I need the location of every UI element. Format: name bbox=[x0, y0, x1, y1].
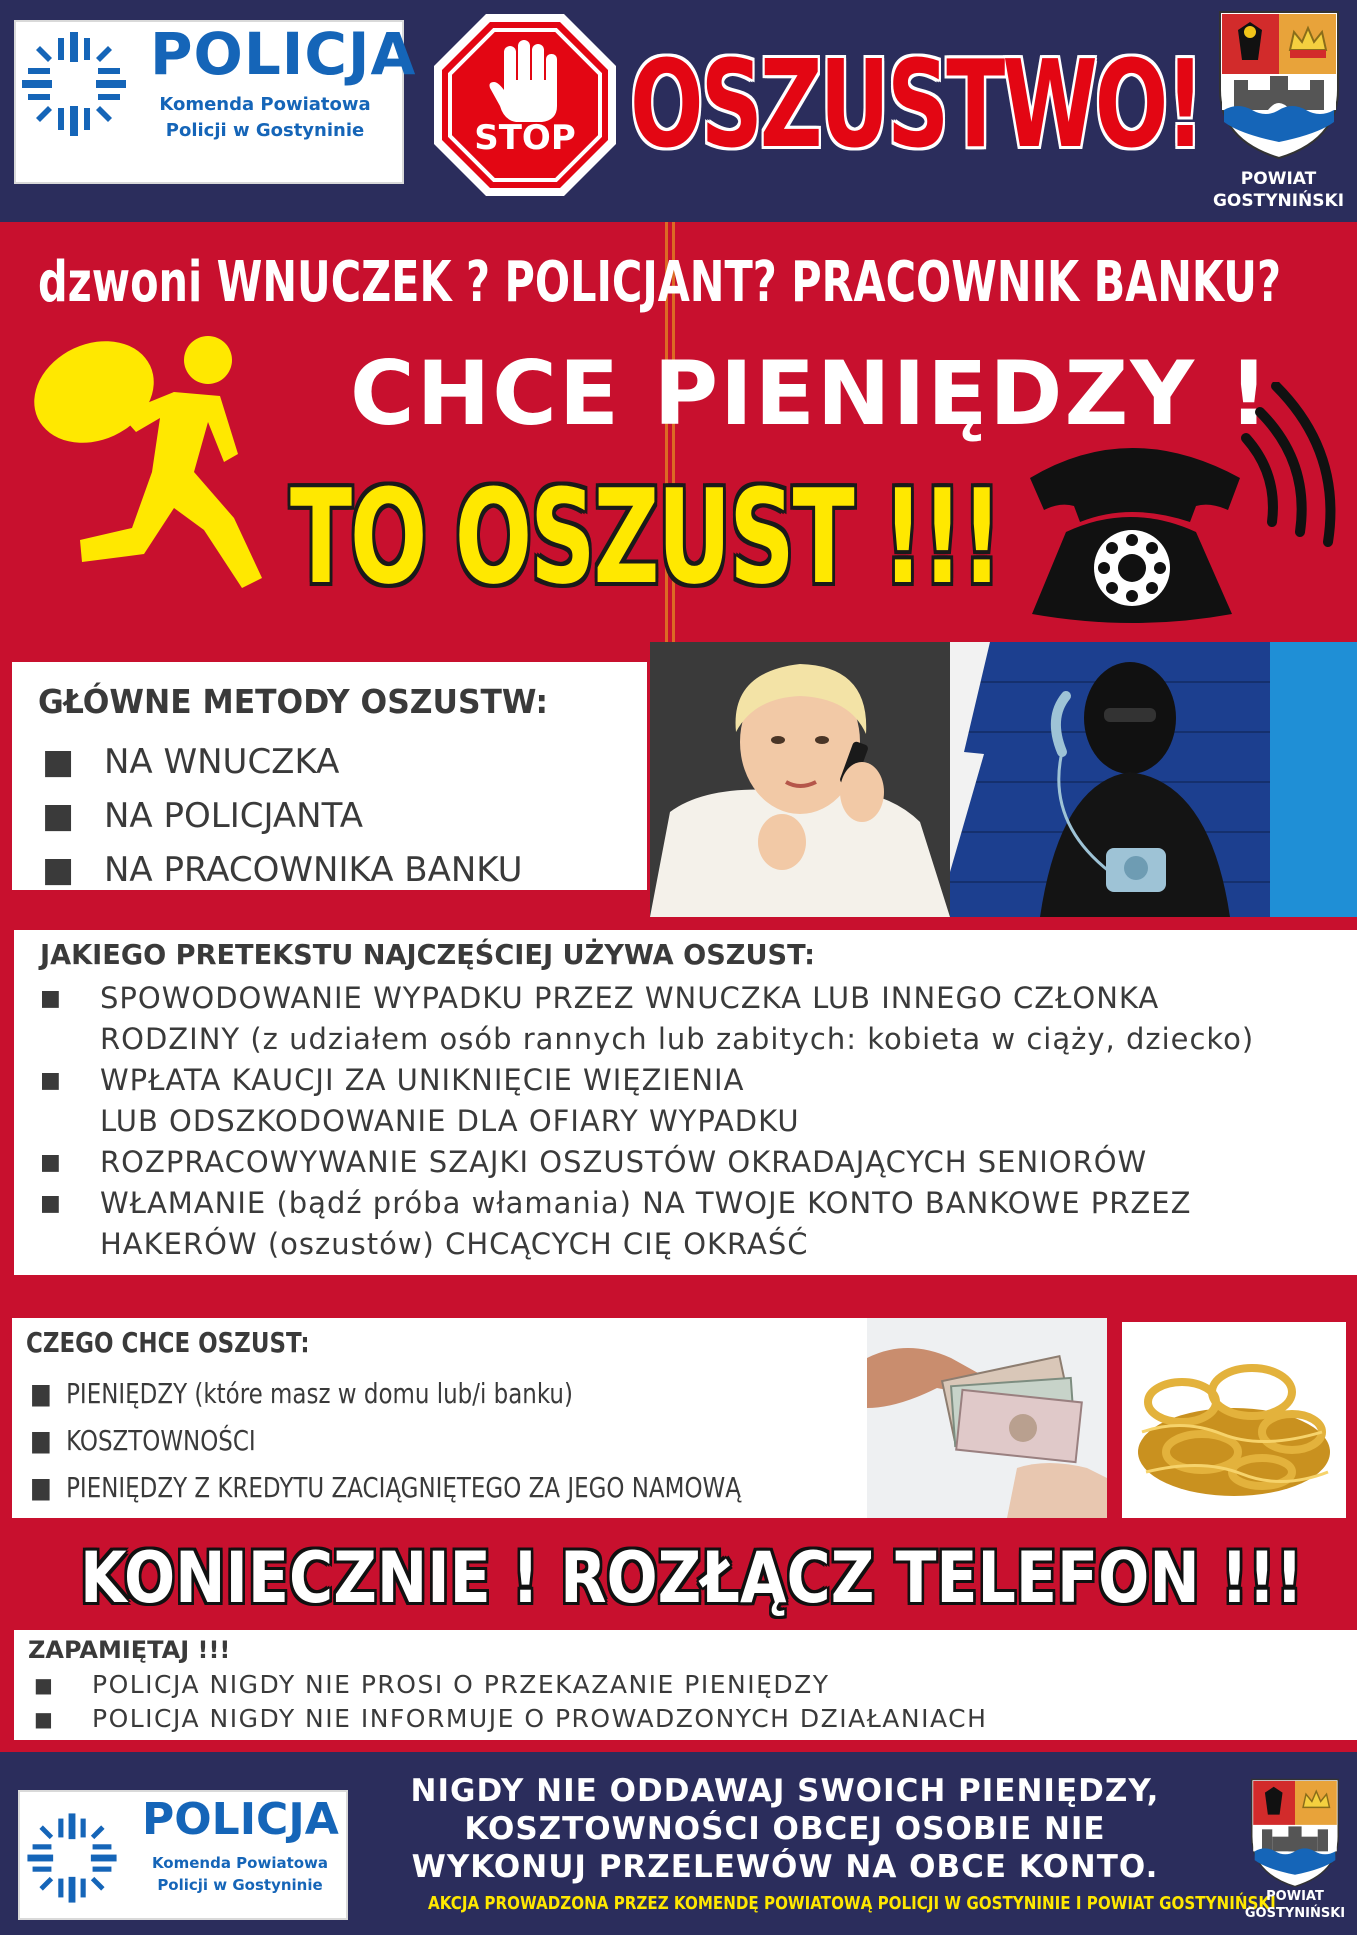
ringing-phone-icon bbox=[1010, 382, 1340, 642]
remember-title: ZAPAMIĘTAJ !!! bbox=[28, 1636, 231, 1664]
stop-label: STOP bbox=[474, 118, 576, 158]
footer-message-line: NIGDY NIE ODDAWAJ SWOICH PIENIĘDZY, bbox=[410, 1773, 1160, 1809]
police-star-icon bbox=[18, 28, 130, 140]
footer-powiat-crest-icon bbox=[1250, 1778, 1340, 1888]
list-item: ■ NA POLICJANTA bbox=[42, 789, 523, 843]
bullet-icon: ■ bbox=[40, 986, 62, 1011]
elderly-woman-photo bbox=[650, 642, 950, 917]
list-item: ■ WŁAMANIE (bądź próba włamania) NA TWOJE KONTO BANKOWE PRZEZ HAKERÓW (oszustów) CHCĄCYCH CIĘ OKRAŚĆ bbox=[40, 1183, 1254, 1265]
bullet-icon: ■ bbox=[30, 1471, 52, 1504]
bullet-icon: ■ bbox=[40, 1191, 62, 1216]
list-item: ■ NA WNUCZKA bbox=[42, 735, 523, 789]
wants-money-heading: CHCE PIENIĘDZY ! bbox=[350, 342, 1271, 445]
list-item: ■ WPŁATA KAUCJI ZA UNIKNIĘCIE WIĘZIENIA LUB ODSZKODOWANIE DLA OFIARY WYPADKU bbox=[40, 1060, 1254, 1142]
footer-police-title: POLICJA bbox=[142, 1794, 339, 1845]
list-item: ■ ROZPRACOWYWANIE SZAJKI OSZUSTÓW OKRADAJĄCYCH SENIORÓW bbox=[40, 1142, 1254, 1183]
footer-police-star-icon bbox=[24, 1810, 120, 1906]
stop-sign-icon bbox=[430, 10, 620, 200]
footer-message-line: KOSZTOWNOŚCI OBCEJ OSOBIE NIE bbox=[464, 1811, 1106, 1847]
powiat-label: POWIAT GOSTYNIŃSKI bbox=[1212, 169, 1345, 211]
police-title: POLICJA bbox=[150, 20, 417, 88]
list-item: ■ POLICJA NIGDY NIE PROSI O PRZEKAZANIE PIENIĘDZY bbox=[34, 1668, 987, 1702]
wants-title: CZEGO CHCE OSZUST: bbox=[26, 1326, 310, 1359]
police-subtitle: Komenda Powiatowa Policji w Gostyninie bbox=[159, 94, 371, 141]
bullet-icon: ■ bbox=[30, 1424, 52, 1457]
bullet-icon: ■ bbox=[42, 742, 75, 782]
headline: OSZUSTWO! bbox=[630, 36, 1202, 175]
methods-list bbox=[42, 735, 523, 897]
money-hands-photo bbox=[867, 1318, 1107, 1518]
footer-police-subtitle: Komenda Powiatowa Policji w Gostyninie bbox=[151, 1854, 329, 1894]
bullet-icon: ■ bbox=[42, 796, 75, 836]
pretext-list bbox=[40, 978, 1254, 1265]
bullet-icon: ■ bbox=[34, 1707, 55, 1731]
bullet-icon: ■ bbox=[34, 1673, 55, 1697]
footer-message bbox=[360, 1772, 1210, 1886]
list-item: ■ PIENIĘDZY Z KREDYTU ZACIĄGNIĘTEGO ZA JEGO NAMOWĄ bbox=[30, 1464, 741, 1511]
list-item: ■ PIENIĘDZY (które masz w domu lub/i banku) bbox=[30, 1370, 741, 1417]
wants-list bbox=[30, 1370, 897, 1511]
footer-action-note: AKCJA PROWADZONA PRZEZ KOMENDĘ POWIATOWĄ POLICJI W GOSTYNINIE I POWIAT GOSTYNIŃSKI bbox=[428, 1893, 1276, 1914]
remember-list bbox=[34, 1668, 987, 1736]
fraudster-heading: TO OSZUST !!! bbox=[290, 461, 1001, 613]
footer-message-line: WYKONUJ PRZELEWÓW NA OBCE KONTO. bbox=[411, 1849, 1159, 1885]
pretext-title: JAKIEGO PRETEKSTU NAJCZĘŚCIEJ UŻYWA OSZUST: bbox=[40, 938, 816, 971]
bullet-icon: ■ bbox=[40, 1150, 62, 1175]
hero-section bbox=[0, 222, 1357, 642]
list-item: ■ SPOWODOWANIE WYPADKU PRZEZ WNUCZKA LUB INNEGO CZŁONKA RODZINY (z udziałem osób rannych lub zabitych: kobieta w ciąży, dziecko) bbox=[40, 978, 1254, 1060]
hangup-banner: KONIECZNIE ! ROZŁĄCZ TELEFON !!! bbox=[80, 1537, 1304, 1619]
masked-caller-photo bbox=[950, 642, 1270, 917]
list-item: ■ NA PRACOWNIKA BANKU bbox=[42, 843, 523, 897]
bullet-icon: ■ bbox=[42, 850, 75, 890]
blue-panel bbox=[1270, 642, 1357, 917]
callers-question: dzwoni WNUCZEK ? POLICJANT? PRACOWNIK BANKU? bbox=[38, 250, 1281, 315]
bullet-icon: ■ bbox=[30, 1377, 52, 1410]
running-thief-icon bbox=[24, 322, 284, 622]
bullet-icon: ■ bbox=[40, 1068, 62, 1093]
list-item: ■ KOSZTOWNOŚCI bbox=[30, 1417, 741, 1464]
footer-powiat-label: POWIAT GOSTYNIŃSKI bbox=[1244, 1889, 1346, 1921]
powiat-crest-icon bbox=[1218, 10, 1340, 160]
methods-title: GŁÓWNE METODY OSZUSTW: bbox=[38, 682, 549, 721]
gold-jewelry-photo bbox=[1122, 1322, 1346, 1518]
list-item: ■ POLICJA NIGDY NIE INFORMUJE O PROWADZONYCH DZIAŁANIACH bbox=[34, 1702, 987, 1736]
